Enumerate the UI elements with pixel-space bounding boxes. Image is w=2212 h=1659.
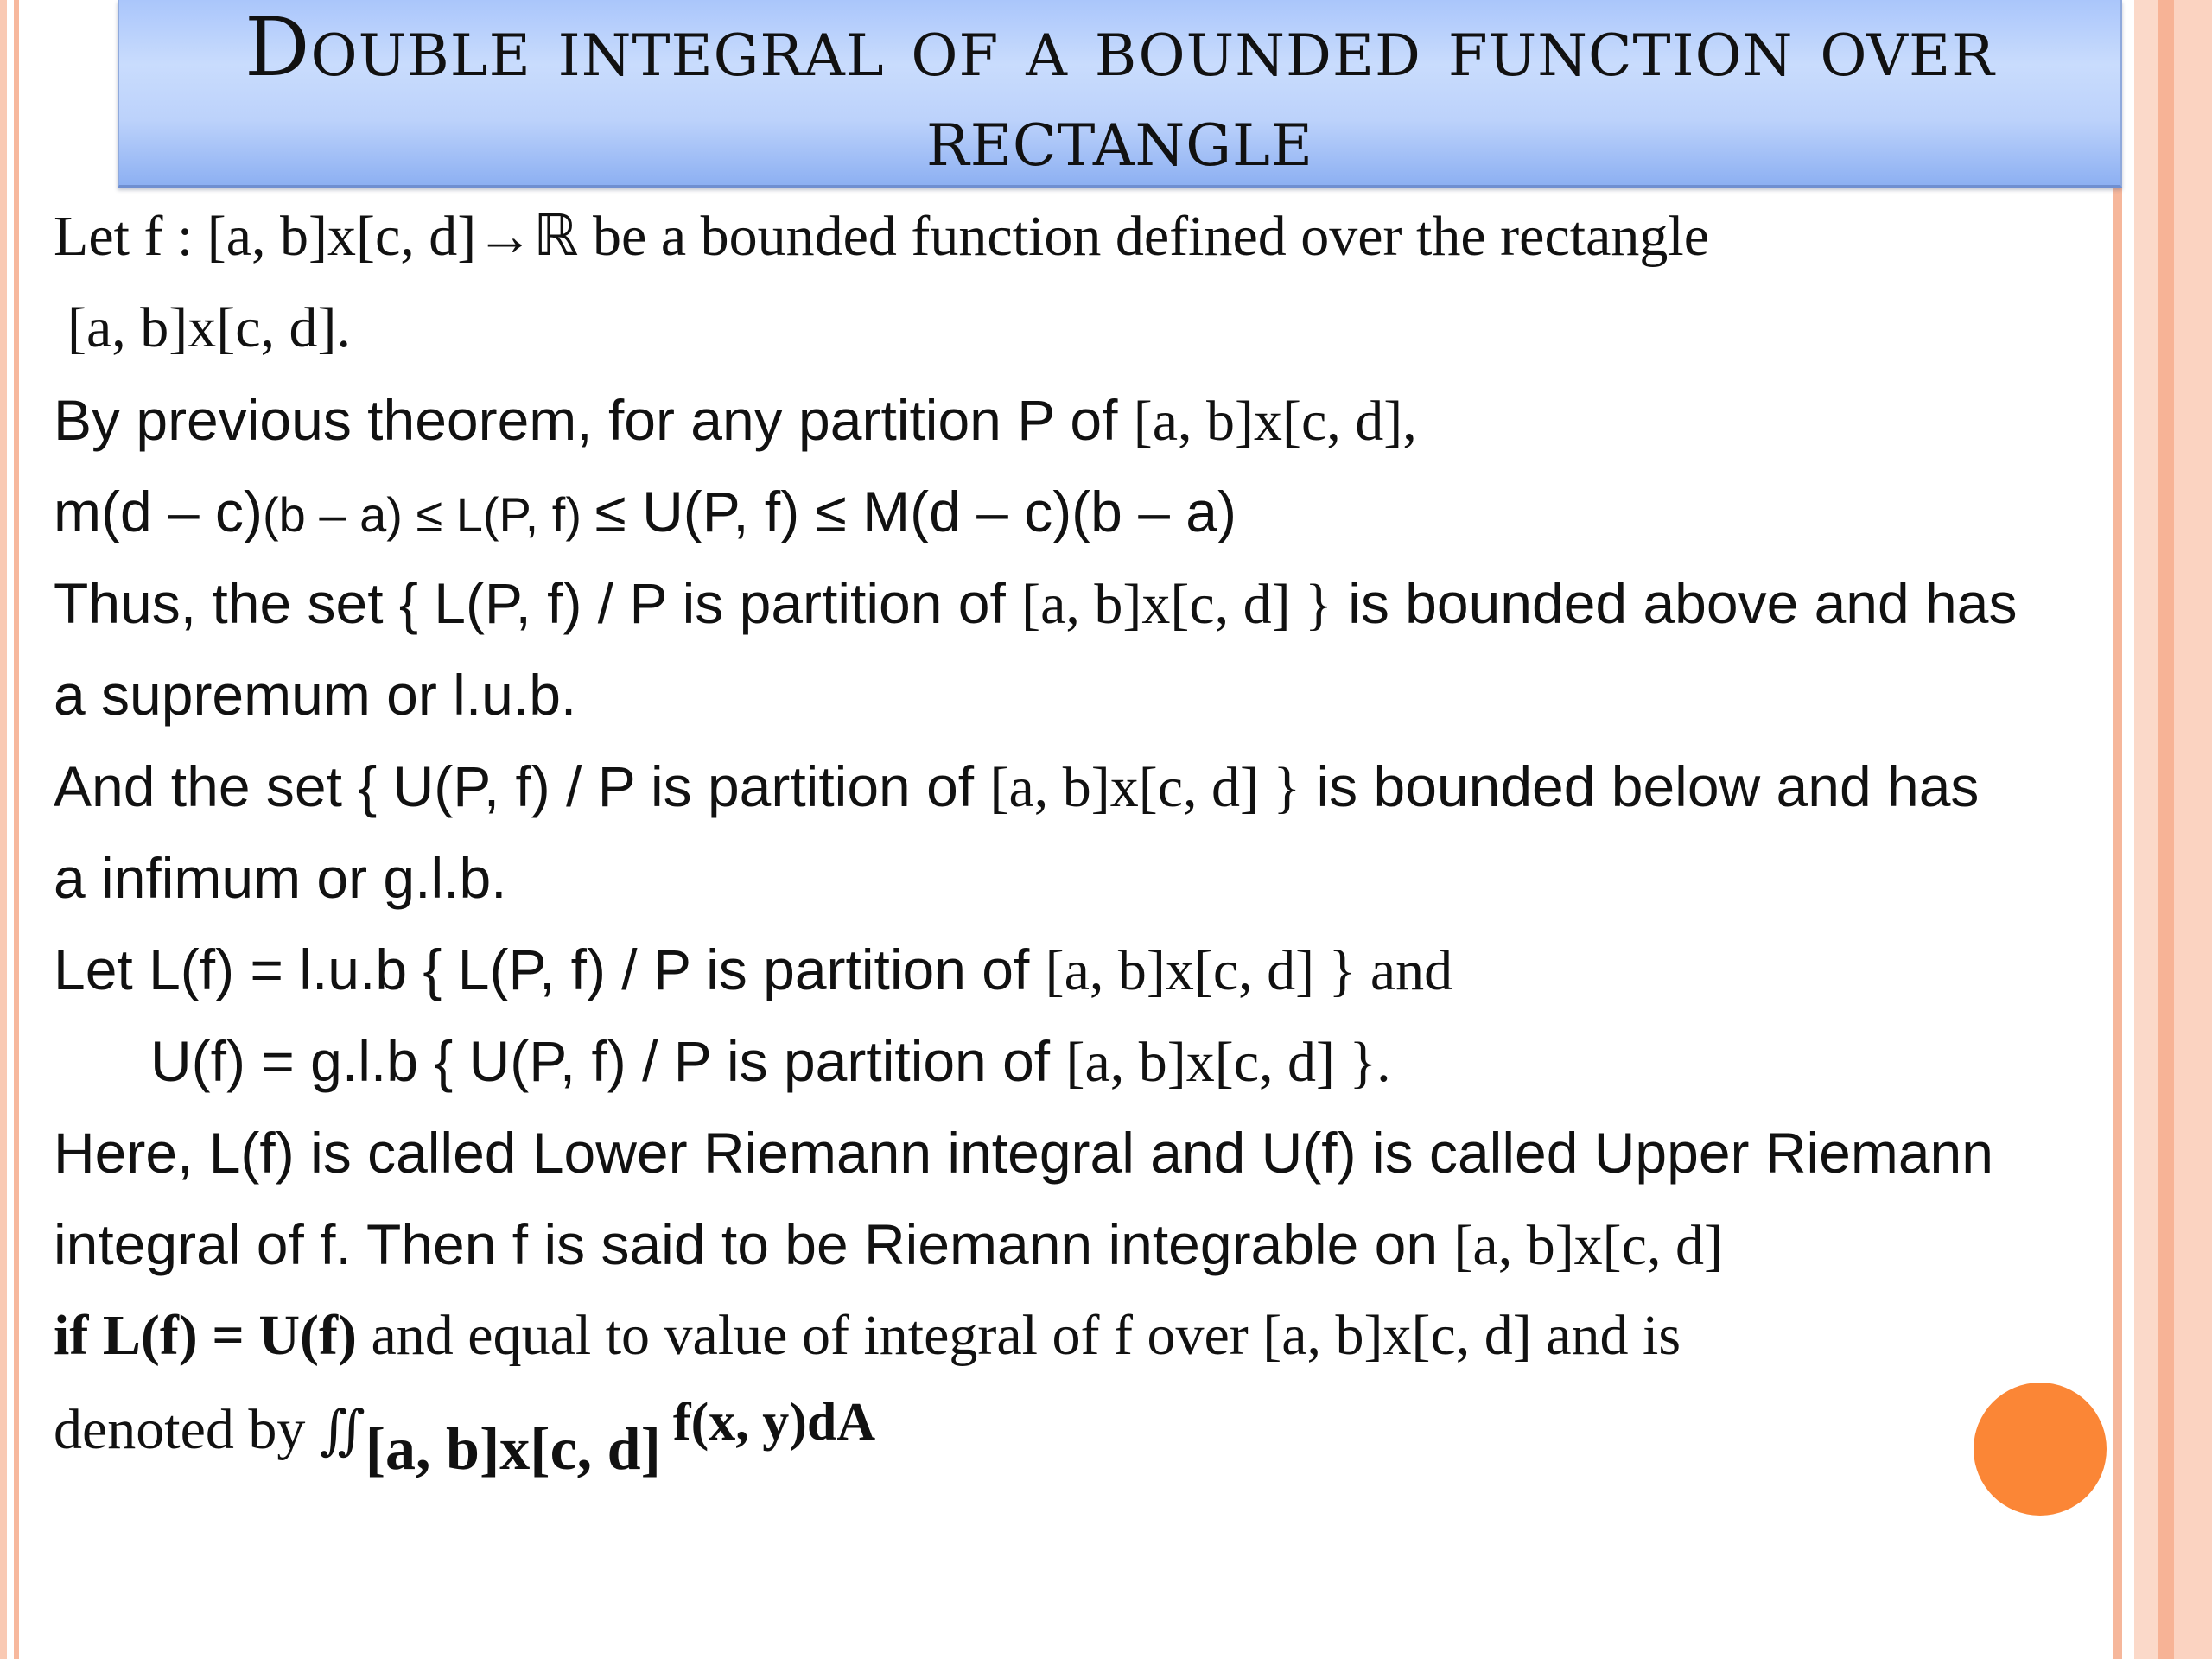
body-line-12-interval: [a, b]x[c, d]: [1453, 1214, 1723, 1277]
body-line-12-a: integral of f. Then f is said to be Riemann integrable on: [54, 1212, 1454, 1276]
body-line-7: [54, 753, 1979, 821]
body-line-2: [a, b]x[c, d].: [67, 296, 352, 359]
integral-domain: [a, b]x[c, d]: [365, 1416, 661, 1483]
slide-title-banner: [118, 0, 2122, 188]
body-line-6: a supremum or l.u.b.: [54, 663, 577, 727]
body-line-4-a: m(d – c): [54, 480, 264, 543]
body-line-10-a: U(f) = g.l.b { U(P, f) / P is partition of: [150, 1029, 1066, 1093]
body-line-7-c: is bounded below and has: [1300, 754, 1980, 818]
body-line-13: [54, 1303, 1681, 1369]
body-line-3-text: By previous theorem, for any partition P of: [54, 388, 1134, 452]
right-border-stripe: [2113, 0, 2122, 1659]
body-line-13-condition: if L(f) = U(f): [54, 1304, 357, 1367]
body-line-3: [54, 387, 1417, 454]
left-border-stripe: [0, 0, 7, 1659]
body-line-5-c: is bounded above and has: [1332, 571, 2018, 635]
right-border-band: [2134, 0, 2212, 1659]
body-line-7-interval: [a, b]x[c, d] }: [989, 756, 1301, 819]
body-line-12: [54, 1211, 1723, 1279]
body-line-1: Let f : [a, b]x[c, d]→ℝ be a bounded function defined over the rectangle: [54, 205, 1709, 268]
body-line-4-c: ≤ U(P, f) ≤ M(d – c)(b – a): [594, 480, 1236, 543]
body-line-11: Here, L(f) is called Lower Riemann integral and U(f) is called Upper Riemann: [54, 1121, 1993, 1185]
integrand: f(x, y)dA: [672, 1393, 876, 1452]
body-line-13-rest: and equal to value of integral of f over [a, b]x[c, d] and is: [356, 1304, 1681, 1367]
body-line-8: a infimum or g.l.b.: [54, 846, 507, 910]
slide-title-line-2: rectangle: [926, 91, 1313, 185]
body-line-14: [54, 1393, 876, 1483]
left-border-stripe-inner: [14, 0, 19, 1659]
body-line-5-a: Thus, the set { L(P, f) / P is partition of: [54, 571, 1022, 635]
double-integral-icon: ∬: [319, 1398, 365, 1461]
body-line-5-interval: [a, b]x[c, d] }: [1021, 573, 1332, 636]
body-line-4-b: (b – a) ≤ L(P, f): [263, 487, 595, 542]
body-line-3-interval: [a, b]x[c, d],: [1133, 390, 1417, 453]
body-line-10: [150, 1028, 1391, 1096]
body-line-7-a: And the set { U(P, f) / P is partition of: [54, 754, 990, 818]
body-line-9: [54, 937, 1452, 1004]
body-line-14-a: denoted by: [54, 1398, 320, 1461]
body-line-5: [54, 570, 2017, 638]
decorative-orange-circle: [1974, 1382, 2107, 1516]
body-line-9-b: [a, b]x[c, d] } and: [1045, 939, 1453, 1002]
body-line-4: [54, 479, 1236, 544]
body-line-10-b: [a, b]x[c, d] }.: [1065, 1031, 1391, 1094]
slide-title-line-1: Double integral of a bounded function over: [245, 1, 1995, 95]
body-line-9-a: Let L(f) = l.u.b { L(P, f) / P is partition of: [54, 938, 1046, 1001]
